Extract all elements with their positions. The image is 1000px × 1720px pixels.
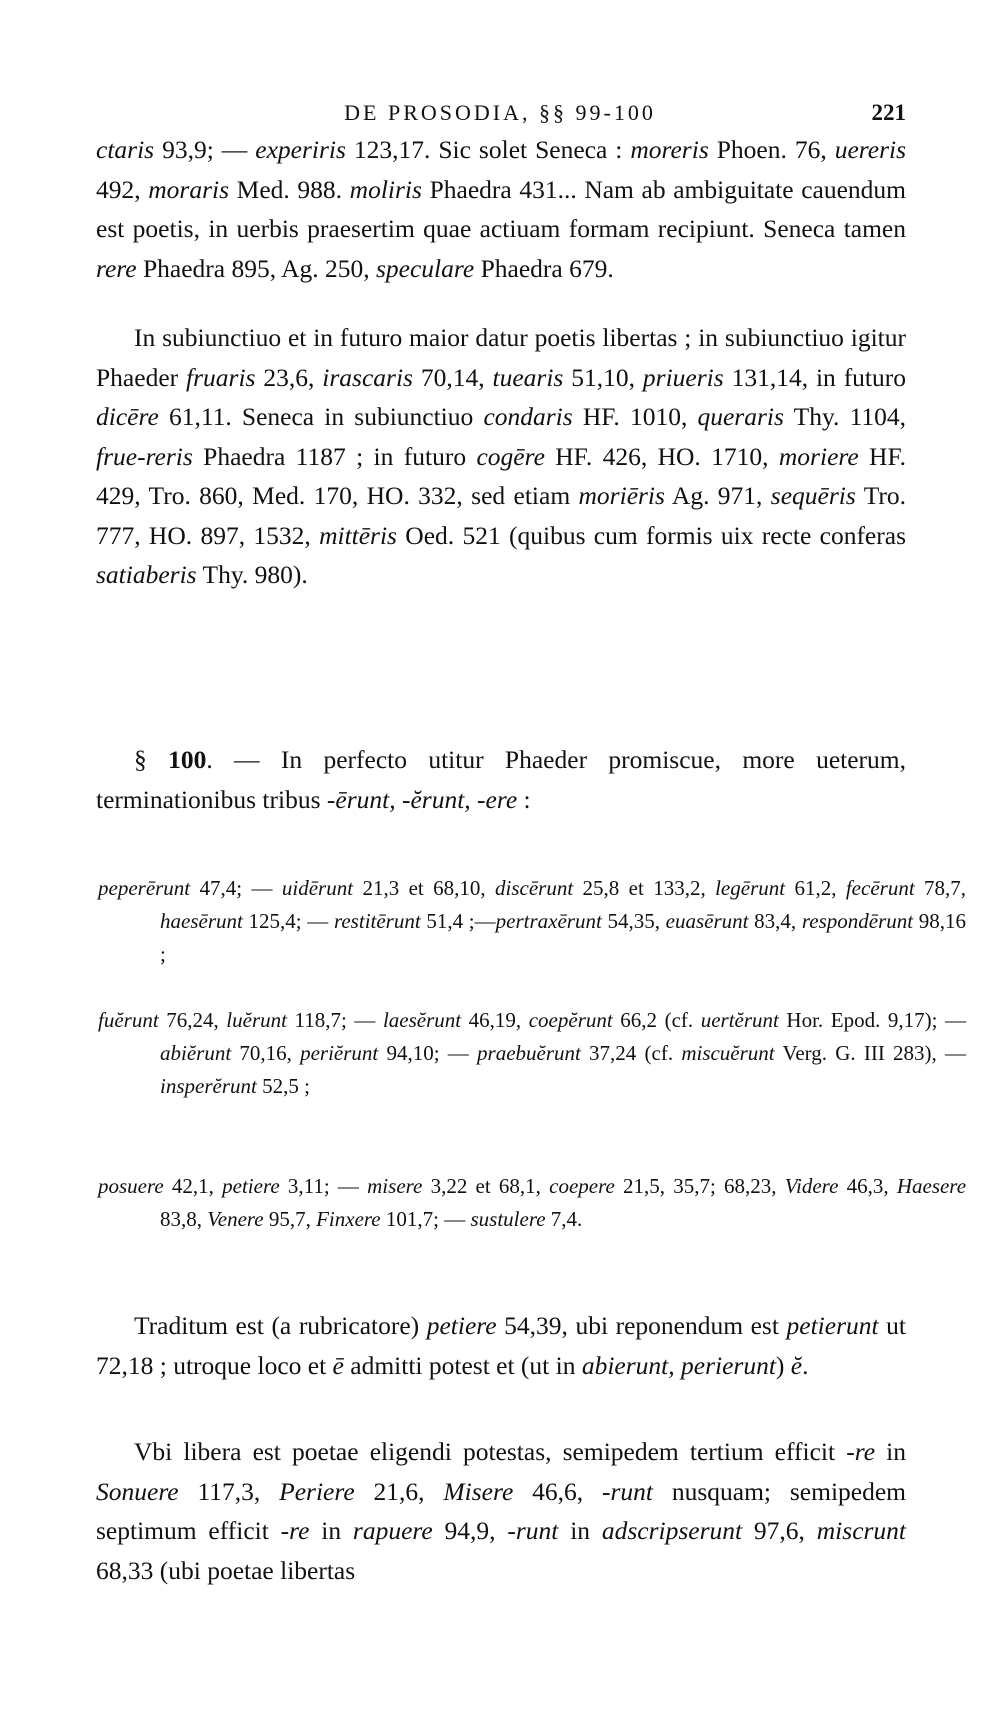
text-run: 25,8 et 133,2,	[573, 876, 716, 900]
text-run: 83,4,	[748, 909, 802, 933]
text-run: Phaedra 431... Nam ab ambiguitate cauendum est poetis, in uerbis praesertim quae actiuam formam recipiunt. Seneca tamen	[96, 174, 906, 243]
italic-term: condaris	[483, 402, 573, 431]
text-run: 52,5 ;	[256, 1074, 310, 1098]
italic-term: haesērunt	[160, 909, 243, 933]
italic-term: legērunt	[715, 876, 786, 900]
text-run: Ag. 971,	[664, 481, 771, 510]
italic-term: coepere	[549, 1174, 615, 1198]
italic-term: fecērunt	[845, 876, 915, 900]
text-run: 37,24 (cf.	[580, 1041, 682, 1065]
italic-term: luĕrunt	[226, 1008, 287, 1032]
italic-term: irascaris	[322, 362, 413, 392]
italic-term: uertĕrunt	[700, 1008, 779, 1032]
text-run: 46,19,	[461, 1008, 529, 1032]
text-run: 93,9; —	[154, 135, 256, 164]
text-run: 61,2,	[785, 876, 846, 900]
italic-term: ctaris	[96, 135, 155, 164]
italic-term: miscuĕrunt	[681, 1041, 775, 1065]
text-run: 47,4; —	[190, 876, 282, 900]
italic-term: -re	[280, 1516, 310, 1545]
italic-term: tuearis	[492, 362, 564, 392]
italic-term: laesĕrunt	[382, 1008, 462, 1032]
text-run: 54,35,	[601, 909, 666, 933]
italic-term: miscrunt	[816, 1516, 907, 1545]
italic-term: mittēris	[319, 520, 397, 550]
italic-term: ē	[332, 1350, 344, 1380]
italic-term: -runt	[507, 1516, 559, 1545]
italic-term: priueris	[642, 362, 724, 392]
text-run: 76,24,	[158, 1008, 227, 1032]
italic-term: experiris	[255, 135, 346, 164]
italic-term: periĕrunt	[300, 1041, 379, 1065]
italic-term: moreris	[630, 135, 709, 164]
text-run: 98,16 ;	[160, 909, 967, 966]
text-run: 7,4.	[545, 1207, 583, 1231]
italic-term: fruaris	[186, 362, 256, 392]
italic-term: queraris	[697, 402, 784, 431]
text-run: 94,9,	[432, 1516, 508, 1545]
text-run: Traditum est (a rubricatore)	[134, 1311, 427, 1340]
italic-term: Videre	[784, 1174, 839, 1198]
text-run: . — In perfecto utitur Phaeder promiscue, more ueterum, terminationibus tribus	[96, 745, 906, 814]
text-run: Phoen. 76,	[708, 135, 835, 164]
italic-term: -runt	[602, 1476, 653, 1506]
text-run: Thy. 980).	[196, 560, 308, 589]
italic-term: discērunt	[495, 876, 574, 900]
text-run: Phaedra 1187 ; in futuro	[192, 441, 477, 471]
text-run: 95,7,	[263, 1207, 317, 1231]
text-run: 21,6,	[354, 1476, 444, 1506]
text-run: In subiunctiuo et in futuro maior datur poetis libertas ; in subiunctiuo igitur Phaeder	[96, 323, 906, 392]
italic-term: abiĕrunt	[160, 1041, 232, 1065]
italic-term: sequēris	[770, 481, 856, 510]
text-run: Phaedra 895, Ag. 250,	[136, 253, 376, 283]
text-run: HF. 1010,	[572, 402, 698, 431]
text-run: 66,2 (cf.	[612, 1008, 701, 1032]
text-run: 51,4 ;—	[420, 909, 496, 933]
text-run: 83,8,	[160, 1207, 208, 1231]
italic-term: rapuere	[352, 1516, 433, 1545]
paragraph-traditum	[96, 1306, 906, 1385]
text-run: in	[875, 1437, 906, 1466]
text-run: 101,7; —	[380, 1207, 471, 1231]
section-100-paragraph	[96, 740, 906, 819]
page-number: 221	[871, 100, 906, 125]
italic-term: coepĕrunt	[528, 1008, 613, 1032]
italic-term: Haesere	[896, 1174, 967, 1198]
text-run: Oed. 521 (quibus cum formis uix recte conferas	[396, 520, 906, 550]
italic-term: satiaberis	[96, 560, 197, 589]
text-run: 118,7; —	[286, 1008, 383, 1032]
italic-term: moliris	[349, 174, 422, 204]
text-run: Phaedra 679.	[474, 253, 614, 283]
italic-term: rere	[96, 253, 137, 283]
italic-term: uereris	[834, 135, 906, 164]
text-run: 78,7,	[914, 876, 967, 900]
text-run: 68,33 (ubi poetae libertas	[96, 1555, 356, 1585]
text-run: 42,1,	[163, 1174, 223, 1198]
italic-term: moriēris	[578, 481, 665, 510]
italic-term: speculare	[375, 253, 475, 283]
italic-term: abierunt, perierunt	[581, 1350, 776, 1380]
italic-term: petierunt	[786, 1311, 879, 1340]
text-run: )	[775, 1350, 791, 1380]
example-list-erunt-long	[98, 872, 966, 971]
italic-term: moraris	[148, 174, 230, 204]
text-run: .	[802, 1350, 809, 1380]
text-run: 21,5, 35,7; 68,23,	[614, 1174, 785, 1198]
italic-term: ĕ	[790, 1350, 803, 1380]
text-run: 54,39, ubi reponendum est	[496, 1311, 787, 1340]
text-run: 3,11; —	[279, 1174, 368, 1198]
italic-term: misere	[367, 1174, 423, 1198]
text-run: 117,3,	[178, 1476, 280, 1506]
italic-term: cogēre	[476, 441, 545, 471]
italic-term: posuere	[98, 1174, 164, 1198]
italic-term: -re	[846, 1437, 876, 1466]
text-run: nusquam; semipedem septimum efficit	[96, 1476, 907, 1545]
text-run: 94,10; —	[378, 1041, 478, 1065]
italic-term: uidērunt	[281, 876, 354, 900]
running-head	[100, 100, 906, 130]
text-run: :	[517, 784, 531, 814]
text-run: ut 72,18 ; utroque loco et	[96, 1311, 906, 1380]
text-run: 61,11. Seneca in subiunctiuo	[158, 402, 484, 431]
example-list-erunt-short	[98, 1004, 966, 1103]
italic-term: Finxere	[316, 1207, 381, 1231]
running-head-title: DE PROSODIA, §§ 99-100	[344, 100, 656, 125]
text-run: in	[309, 1516, 353, 1545]
text-run: 70,16,	[231, 1041, 301, 1065]
italic-term: Periere	[279, 1476, 355, 1506]
text-run: Tro. 777, HO. 897, 1532,	[96, 481, 906, 550]
italic-term: dicēre	[96, 402, 159, 431]
text-run: HF. 429, Tro. 860, Med. 170, HO. 332, sed etiam	[96, 441, 906, 510]
italic-term: Venere	[207, 1207, 264, 1231]
text-run: 46,6,	[513, 1476, 602, 1506]
italic-term: petiere	[426, 1311, 497, 1340]
text-run: 123,17. Sic solet Seneca :	[345, 135, 631, 164]
italic-term: praebuĕrunt	[477, 1041, 581, 1065]
text-run: HF. 426, HO. 1710,	[544, 441, 779, 471]
italic-term: Sonuere	[96, 1476, 179, 1506]
italic-term: fuĕrunt	[98, 1008, 159, 1032]
example-list-ere	[98, 1170, 966, 1236]
text-run: 46,3,	[838, 1174, 897, 1198]
paragraph-subiunctiuo	[96, 318, 906, 595]
italic-term: sustulere	[470, 1207, 546, 1231]
section-number: 100	[168, 745, 207, 774]
text-run: 23,6,	[255, 362, 323, 392]
italic-term: insperĕrunt	[160, 1074, 257, 1098]
text-run: Thy. 1104,	[783, 402, 907, 431]
text-run: 51,10,	[563, 362, 643, 392]
section-sign: §	[134, 745, 169, 774]
italic-term: respondērunt	[801, 909, 914, 933]
text-run: 3,22 et 68,1,	[422, 1174, 550, 1198]
italic-term: restitērunt	[333, 909, 421, 933]
text-run: Hor. Epod. 9,17); —	[778, 1008, 967, 1032]
italic-term: adscripserunt	[601, 1516, 743, 1545]
italic-term: moriere	[778, 441, 859, 471]
text-run: 70,14,	[412, 362, 493, 392]
paragraph-vbi-libera	[96, 1432, 906, 1590]
italic-term: -ērunt, -ĕrunt, -ere	[326, 784, 518, 814]
text-run: admitti potest et (ut in	[343, 1350, 582, 1380]
italic-term: pertraxērunt	[495, 909, 602, 933]
text-run: in	[558, 1516, 602, 1545]
italic-term: euasērunt	[665, 909, 749, 933]
text-run: 97,6,	[742, 1516, 817, 1545]
italic-term: petiere	[222, 1174, 280, 1198]
paragraph-continuation	[96, 130, 906, 288]
italic-term: Misere	[443, 1476, 514, 1506]
italic-term: frue-reris	[96, 441, 193, 471]
italic-term: peperērunt	[98, 876, 191, 900]
text-run: Vbi libera est poetae eligendi potestas, semipedem tertium efficit	[134, 1437, 847, 1466]
text-run: 21,3 et 68,10,	[353, 876, 495, 900]
text-run: Verg. G. III 283), —	[774, 1041, 967, 1065]
text-run: 125,4; —	[242, 909, 334, 933]
text-run: Med. 988.	[229, 174, 350, 204]
text-run: 131,14, in futuro	[723, 362, 907, 392]
text-run: 492,	[96, 174, 149, 204]
